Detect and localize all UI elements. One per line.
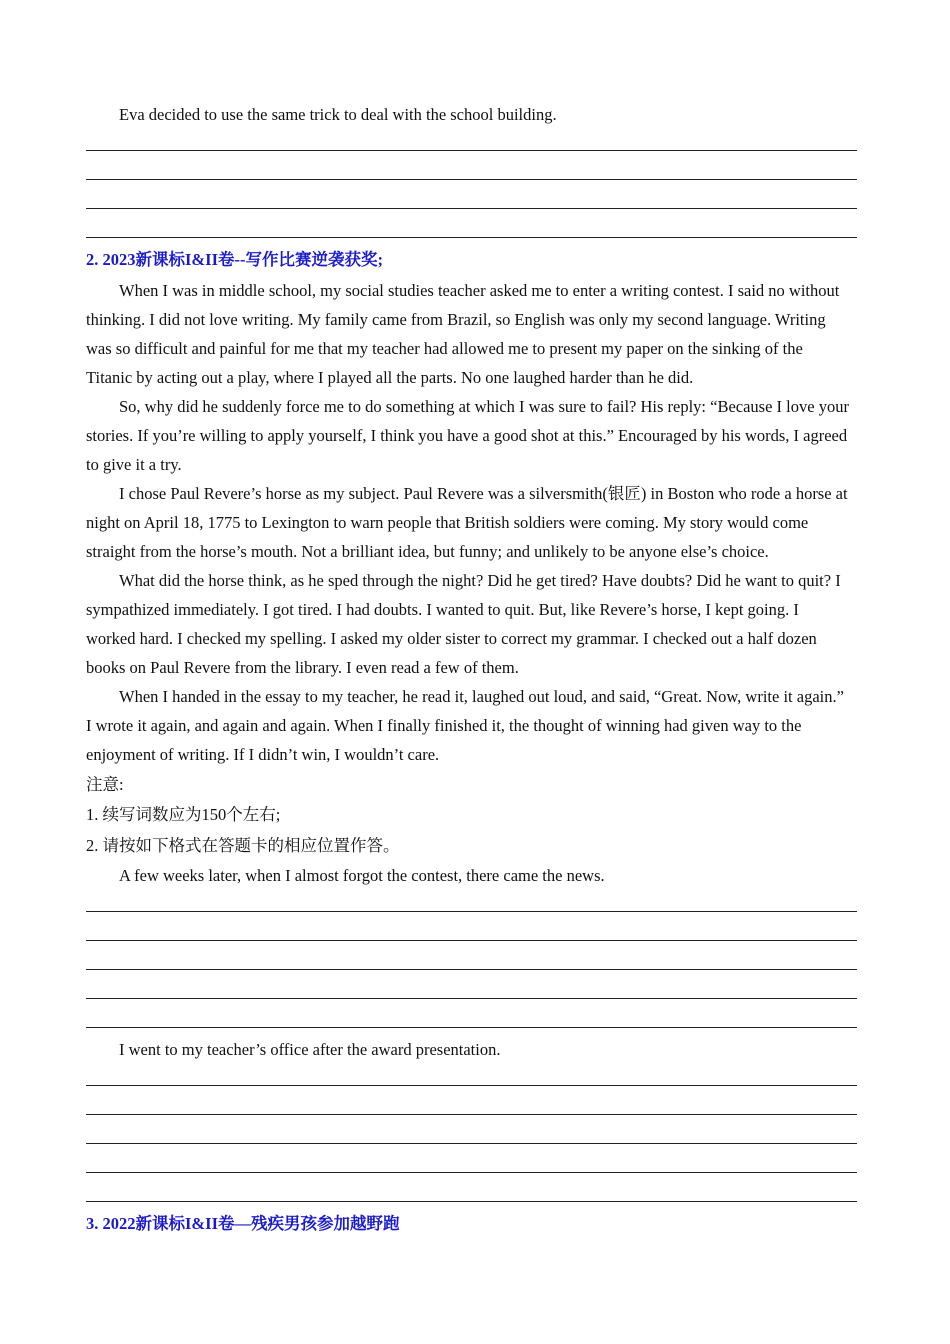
story-paragraph-3 <box>86 479 862 566</box>
answer-line <box>86 1201 857 1202</box>
prompt-line-eva: Eva decided to use the same trick to deal with the school building. <box>119 105 557 124</box>
text-line: What did the horse think, as he sped through the night? Did he get tired? Have doubts? Did he want to quit? I <box>119 571 841 590</box>
answer-line <box>86 1114 857 1115</box>
text-line: Titanic by acting out a play, where I played all the parts. No one laughed harder than he did. <box>86 368 694 387</box>
answer-line <box>86 1172 857 1173</box>
prompt-line-office: I went to my teacher’s office after the award presentation. <box>119 1040 501 1059</box>
text-line: to give it a try. <box>86 455 182 474</box>
text-line: straight from the horse’s mouth. Not a brilliant idea, but funny; and unlikely to be anyone else’s choice. <box>86 542 769 561</box>
story-paragraph-4 <box>86 566 862 682</box>
story-paragraph-1 <box>86 276 862 392</box>
section-2-heading: 2. 2023新课标I&II卷--写作比赛逆袭获奖; <box>86 250 383 269</box>
note-item: 2. 请按如下格式在答题卡的相应位置作答。 <box>86 836 400 855</box>
text-line: thinking. I did not love writing. My family came from Brazil, so English was only my second language. Writing <box>86 310 826 329</box>
text-line: was so difficult and painful for me that my teacher had allowed me to present my paper on the sinking of the <box>86 339 803 358</box>
answer-line <box>86 998 857 999</box>
notes-title: 注意: <box>86 775 124 794</box>
answer-line <box>86 179 857 180</box>
text-line: enjoyment of writing. If I didn’t win, I wouldn’t care. <box>86 745 440 764</box>
answer-line <box>86 1085 857 1086</box>
story-paragraph-5 <box>86 682 862 769</box>
text-line: When I was in middle school, my social studies teacher asked me to enter a writing contest. I said no without <box>119 281 840 300</box>
answer-line <box>86 150 857 151</box>
section-3-heading: 3. 2022新课标I&II卷—残疾男孩参加越野跑 <box>86 1214 400 1233</box>
text-line: night on April 18, 1775 to Lexington to warn people that British soldiers were coming. My story would come <box>86 513 809 532</box>
text-line: I chose Paul Revere’s horse as my subject. Paul Revere was a silversmith(银匠) in Boston who rode a horse at <box>119 484 848 503</box>
text-line: books on Paul Revere from the library. I even read a few of them. <box>86 658 519 677</box>
text-line: I wrote it again, and again and again. When I finally finished it, the thought of winning had given way to the <box>86 716 802 735</box>
text-line: sympathized immediately. I got tired. I had doubts. I wanted to quit. But, like Revere’s horse, I kept going. I <box>86 600 799 619</box>
answer-line <box>86 1143 857 1144</box>
answer-line <box>86 237 857 238</box>
answer-line <box>86 208 857 209</box>
note-item: 1. 续写词数应为150个左右; <box>86 805 281 824</box>
text-line: So, why did he suddenly force me to do something at which I was sure to fail? His reply: “Because I love your <box>119 397 849 416</box>
text-line: worked hard. I checked my spelling. I asked my older sister to correct my grammar. I checked out a half dozen <box>86 629 817 648</box>
answer-line <box>86 1027 857 1028</box>
answer-line <box>86 969 857 970</box>
text-line: When I handed in the essay to my teacher, he read it, laughed out loud, and said, “Great. Now, write it again.” <box>119 687 844 706</box>
answer-line <box>86 911 857 912</box>
story-paragraph-2 <box>86 392 862 479</box>
prompt-line-news: A few weeks later, when I almost forgot the contest, there came the news. <box>119 866 605 885</box>
answer-line <box>86 940 857 941</box>
text-line: stories. If you’re willing to apply yourself, I think you have a good shot at this.” Encouraged by his words, I agreed <box>86 426 848 445</box>
